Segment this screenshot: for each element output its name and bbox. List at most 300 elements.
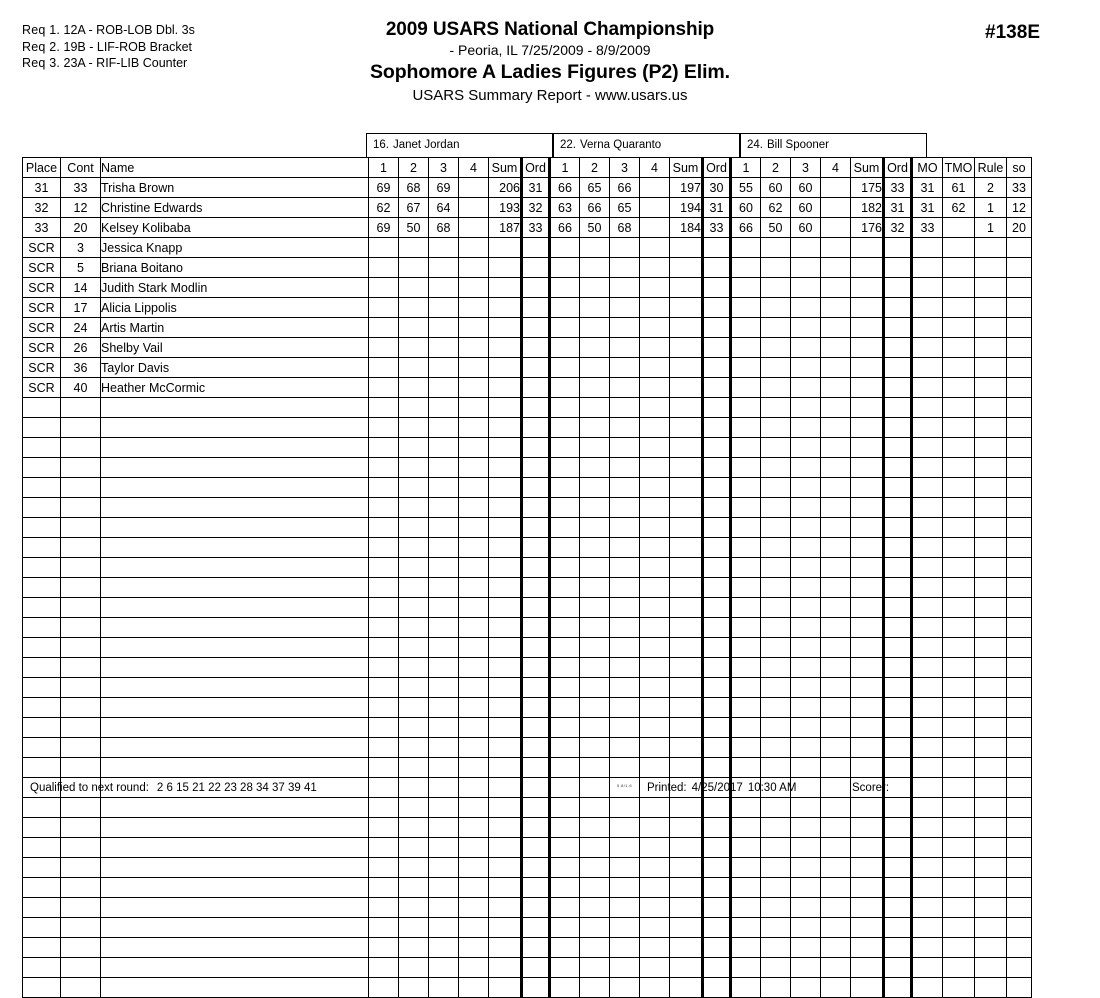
cell-empty xyxy=(761,938,791,958)
cell-empty xyxy=(610,838,640,858)
cell-empty xyxy=(459,418,489,438)
cell-empty xyxy=(459,938,489,958)
qualified-line xyxy=(30,782,317,794)
cell-empty xyxy=(459,798,489,818)
cell-empty xyxy=(1007,558,1032,578)
cell-empty xyxy=(489,698,522,718)
cell-empty xyxy=(731,398,761,418)
cell-empty xyxy=(399,458,429,478)
cell-empty xyxy=(459,438,489,458)
cell-empty xyxy=(61,718,101,738)
cell-empty xyxy=(369,538,399,558)
cell-j1-score-4 xyxy=(459,298,489,318)
cell-empty xyxy=(640,538,670,558)
cell-empty xyxy=(943,578,975,598)
cell-j2-sum xyxy=(670,258,703,278)
cell-j3-score-2: 50 xyxy=(761,218,791,238)
cell-j2-sum: 194 xyxy=(670,198,703,218)
cell-empty xyxy=(670,578,703,598)
cell-tmo xyxy=(943,218,975,238)
cell-empty xyxy=(943,438,975,458)
cell-empty xyxy=(550,438,580,458)
cell-empty xyxy=(522,498,550,518)
cell-empty xyxy=(912,858,943,878)
cell-empty xyxy=(791,758,821,778)
cell-empty xyxy=(550,418,580,438)
cell-empty xyxy=(550,478,580,498)
cell-empty xyxy=(489,538,522,558)
cell-empty xyxy=(489,758,522,778)
cell-empty xyxy=(670,938,703,958)
cell-empty xyxy=(640,838,670,858)
cell-empty xyxy=(489,858,522,878)
cell-empty xyxy=(369,798,399,818)
cell-so xyxy=(1007,258,1032,278)
cell-j1-sum xyxy=(489,318,522,338)
cell-empty xyxy=(61,678,101,698)
requirement-value: 23A - RIF-LIB Counter xyxy=(63,56,188,70)
cell-empty xyxy=(489,818,522,838)
cell-empty xyxy=(399,698,429,718)
cell-empty xyxy=(943,698,975,718)
cell-empty xyxy=(731,838,761,858)
cell-j2-ord xyxy=(703,258,731,278)
cell-cont: 26 xyxy=(61,338,101,358)
cell-empty xyxy=(703,518,731,538)
cell-empty xyxy=(101,698,369,718)
cell-j1-ord xyxy=(522,378,550,398)
cell-empty xyxy=(522,918,550,938)
cell-j3-sum xyxy=(851,358,884,378)
cell-rule xyxy=(975,338,1007,358)
cell-empty xyxy=(912,838,943,858)
table-row-empty xyxy=(23,418,1032,438)
cell-empty xyxy=(610,418,640,438)
cell-empty xyxy=(975,638,1007,658)
cell-empty xyxy=(429,958,459,978)
cell-empty xyxy=(640,618,670,638)
column-header-j2-score-2: 2 xyxy=(580,158,610,178)
cell-empty xyxy=(884,658,912,678)
cell-j3-score-2 xyxy=(761,318,791,338)
cell-empty xyxy=(23,518,61,538)
cell-empty xyxy=(851,438,884,458)
cell-j1-score-1 xyxy=(369,338,399,358)
cell-j3-sum xyxy=(851,258,884,278)
cell-empty xyxy=(101,678,369,698)
cell-place: SCR xyxy=(23,258,61,278)
cell-j3-score-3 xyxy=(791,358,821,378)
cell-empty xyxy=(399,638,429,658)
cell-empty xyxy=(580,418,610,438)
cell-empty xyxy=(522,738,550,758)
cell-j2-score-4 xyxy=(640,358,670,378)
cell-empty xyxy=(851,718,884,738)
cell-empty xyxy=(884,718,912,738)
cell-empty xyxy=(522,438,550,458)
cell-cont: 3 xyxy=(61,238,101,258)
cell-empty xyxy=(731,898,761,918)
cell-j1-score-1 xyxy=(369,258,399,278)
cell-empty xyxy=(522,818,550,838)
cell-empty xyxy=(522,838,550,858)
table-row-empty xyxy=(23,478,1032,498)
cell-j3-score-1 xyxy=(731,238,761,258)
cell-empty xyxy=(399,838,429,858)
cell-empty xyxy=(640,598,670,618)
cell-empty xyxy=(369,898,399,918)
cell-empty xyxy=(703,978,731,998)
cell-empty xyxy=(975,438,1007,458)
cell-name: Briana Boitano xyxy=(101,258,369,278)
cell-empty xyxy=(884,878,912,898)
cell-mo xyxy=(912,298,943,318)
cell-j2-score-1 xyxy=(550,338,580,358)
cell-j1-score-2 xyxy=(399,338,429,358)
column-header-j2-score-3: 3 xyxy=(610,158,640,178)
cell-j2-score-3: 65 xyxy=(610,198,640,218)
table-row-empty xyxy=(23,878,1032,898)
column-header-j3-score-1: 1 xyxy=(731,158,761,178)
cell-empty xyxy=(791,678,821,698)
cell-cont: 40 xyxy=(61,378,101,398)
cell-empty xyxy=(580,558,610,578)
cell-empty xyxy=(731,858,761,878)
cell-empty xyxy=(791,518,821,538)
cell-empty xyxy=(761,558,791,578)
cell-tmo xyxy=(943,378,975,398)
cell-empty xyxy=(640,798,670,818)
cell-mo xyxy=(912,338,943,358)
cell-tmo xyxy=(943,278,975,298)
cell-empty xyxy=(580,818,610,838)
cell-j3-score-2 xyxy=(761,258,791,278)
cell-name: Judith Stark Modlin xyxy=(101,278,369,298)
cell-empty xyxy=(23,838,61,858)
cell-j2-score-1 xyxy=(550,318,580,338)
cell-empty xyxy=(943,898,975,918)
requirement-label: Req 1. xyxy=(22,23,61,37)
cell-empty xyxy=(943,478,975,498)
cell-empty xyxy=(791,878,821,898)
cell-empty xyxy=(429,798,459,818)
cell-empty xyxy=(821,698,851,718)
cell-empty xyxy=(61,518,101,538)
column-header-j3-score-3: 3 xyxy=(791,158,821,178)
cell-j1-sum: 187 xyxy=(489,218,522,238)
cell-j2-ord: 33 xyxy=(703,218,731,238)
cell-j3-ord: 32 xyxy=(884,218,912,238)
cell-empty xyxy=(459,858,489,878)
cell-place: SCR xyxy=(23,298,61,318)
cell-empty xyxy=(101,538,369,558)
cell-empty xyxy=(821,538,851,558)
cell-empty xyxy=(459,698,489,718)
cell-j2-ord xyxy=(703,298,731,318)
cell-j1-sum: 206 xyxy=(489,178,522,198)
table-row-empty xyxy=(23,458,1032,478)
cell-empty xyxy=(369,438,399,458)
table-row-empty xyxy=(23,618,1032,638)
cell-j1-sum xyxy=(489,358,522,378)
cell-j1-score-4 xyxy=(459,358,489,378)
cell-name: Christine Edwards xyxy=(101,198,369,218)
cell-empty xyxy=(429,758,459,778)
cell-empty xyxy=(489,398,522,418)
cell-empty xyxy=(610,558,640,578)
cell-empty xyxy=(670,958,703,978)
cell-empty xyxy=(399,858,429,878)
cell-rule xyxy=(975,298,1007,318)
cell-empty xyxy=(912,798,943,818)
cell-j3-score-1: 60 xyxy=(731,198,761,218)
cell-empty xyxy=(884,938,912,958)
cell-empty xyxy=(851,638,884,658)
cell-empty xyxy=(550,918,580,938)
cell-empty xyxy=(101,598,369,618)
cell-empty xyxy=(884,518,912,538)
cell-j1-sum xyxy=(489,338,522,358)
table-row-empty xyxy=(23,978,1032,998)
cell-empty xyxy=(522,638,550,658)
cell-j2-score-2 xyxy=(580,298,610,318)
cell-empty xyxy=(610,398,640,418)
cell-mo: 31 xyxy=(912,178,943,198)
cell-empty xyxy=(670,478,703,498)
cell-j2-score-1 xyxy=(550,238,580,258)
cell-empty xyxy=(943,678,975,698)
cell-empty xyxy=(1007,858,1032,878)
cell-cont: 12 xyxy=(61,198,101,218)
cell-empty xyxy=(1007,918,1032,938)
cell-empty xyxy=(489,498,522,518)
cell-empty xyxy=(851,538,884,558)
cell-empty xyxy=(851,878,884,898)
cell-j2-ord xyxy=(703,278,731,298)
cell-empty xyxy=(61,578,101,598)
cell-rule: 1 xyxy=(975,218,1007,238)
cell-empty xyxy=(23,598,61,618)
cell-empty xyxy=(670,498,703,518)
cell-place: SCR xyxy=(23,278,61,298)
cell-empty xyxy=(369,878,399,898)
cell-j3-sum: 176 xyxy=(851,218,884,238)
table-row xyxy=(23,298,1032,318)
cell-empty xyxy=(821,838,851,858)
cell-empty xyxy=(761,718,791,738)
cell-empty xyxy=(912,818,943,838)
cell-empty xyxy=(610,978,640,998)
cell-empty xyxy=(703,898,731,918)
cell-empty xyxy=(884,618,912,638)
cell-j3-score-2 xyxy=(761,378,791,398)
cell-empty xyxy=(791,398,821,418)
cell-so xyxy=(1007,378,1032,398)
cell-empty xyxy=(522,858,550,878)
column-header-j3-score-4: 4 xyxy=(821,158,851,178)
cell-j2-score-2 xyxy=(580,278,610,298)
cell-empty xyxy=(761,618,791,638)
cell-empty xyxy=(580,838,610,858)
cell-empty xyxy=(640,518,670,538)
cell-empty xyxy=(101,798,369,818)
table-row xyxy=(23,258,1032,278)
cell-empty xyxy=(429,618,459,638)
table-row xyxy=(23,278,1032,298)
cell-j2-score-4 xyxy=(640,218,670,238)
cell-j3-sum xyxy=(851,338,884,358)
cell-empty xyxy=(61,598,101,618)
cell-empty xyxy=(1007,518,1032,538)
cell-empty xyxy=(851,758,884,778)
cell-empty xyxy=(791,698,821,718)
cell-j3-score-3 xyxy=(791,318,821,338)
table-row xyxy=(23,238,1032,258)
column-header-j3-score-2: 2 xyxy=(761,158,791,178)
cell-empty xyxy=(731,658,761,678)
cell-empty xyxy=(731,798,761,818)
cell-empty xyxy=(429,978,459,998)
cell-empty xyxy=(459,898,489,918)
table-row-empty xyxy=(23,598,1032,618)
cell-mo xyxy=(912,358,943,378)
cell-empty xyxy=(851,838,884,858)
cell-empty xyxy=(429,878,459,898)
cell-empty xyxy=(522,878,550,898)
cell-empty xyxy=(912,658,943,678)
cell-empty xyxy=(912,498,943,518)
cell-empty xyxy=(23,638,61,658)
cell-empty xyxy=(101,898,369,918)
cell-empty xyxy=(731,578,761,598)
cell-empty xyxy=(703,478,731,498)
cell-empty xyxy=(489,418,522,438)
cell-j2-score-4 xyxy=(640,178,670,198)
cell-empty xyxy=(670,598,703,618)
cell-empty xyxy=(851,958,884,978)
cell-empty xyxy=(912,598,943,618)
cell-empty xyxy=(943,558,975,578)
cell-empty xyxy=(101,958,369,978)
column-header-j2-ord: Ord xyxy=(703,158,731,178)
cell-empty xyxy=(670,438,703,458)
cell-empty xyxy=(943,518,975,538)
cell-empty xyxy=(522,978,550,998)
cell-empty xyxy=(550,738,580,758)
cell-empty xyxy=(912,718,943,738)
cell-empty xyxy=(61,938,101,958)
cell-empty xyxy=(61,638,101,658)
cell-cont: 14 xyxy=(61,278,101,298)
cell-empty xyxy=(489,838,522,858)
table-row-empty xyxy=(23,398,1032,418)
cell-empty xyxy=(761,518,791,538)
cell-j1-score-4 xyxy=(459,238,489,258)
cell-empty xyxy=(670,558,703,578)
cell-j1-score-1 xyxy=(369,298,399,318)
cell-empty xyxy=(23,958,61,978)
cell-j2-ord xyxy=(703,378,731,398)
cell-so xyxy=(1007,298,1032,318)
event-title: Sophomore A Ladies Figures (P2) Elim. xyxy=(369,61,730,83)
cell-empty xyxy=(489,578,522,598)
cell-empty xyxy=(459,738,489,758)
cell-empty xyxy=(731,438,761,458)
cell-empty xyxy=(670,638,703,658)
cell-empty xyxy=(1007,718,1032,738)
cell-empty xyxy=(703,658,731,678)
cell-empty xyxy=(369,418,399,438)
cell-empty xyxy=(943,818,975,838)
cell-empty xyxy=(791,478,821,498)
cell-empty xyxy=(1007,738,1032,758)
cell-empty xyxy=(580,678,610,698)
cell-empty xyxy=(670,418,703,438)
table-row-empty xyxy=(23,858,1032,878)
cell-j3-ord xyxy=(884,258,912,278)
cell-empty xyxy=(61,738,101,758)
cell-empty xyxy=(851,558,884,578)
cell-j3-score-4 xyxy=(821,198,851,218)
cell-j1-ord xyxy=(522,278,550,298)
cell-empty xyxy=(703,498,731,518)
column-header-rule: Rule xyxy=(975,158,1007,178)
cell-j1-score-4 xyxy=(459,198,489,218)
cell-empty xyxy=(851,738,884,758)
cell-empty xyxy=(399,958,429,978)
cell-empty xyxy=(610,918,640,938)
table-row-empty xyxy=(23,738,1032,758)
cell-j1-ord xyxy=(522,298,550,318)
cell-j3-sum xyxy=(851,238,884,258)
cell-empty xyxy=(23,618,61,638)
cell-j2-score-3 xyxy=(610,358,640,378)
cell-empty xyxy=(731,458,761,478)
cell-empty xyxy=(731,478,761,498)
cell-empty xyxy=(550,458,580,478)
cell-empty xyxy=(101,618,369,638)
cell-empty xyxy=(703,758,731,778)
cell-j3-score-1 xyxy=(731,258,761,278)
table-row-empty xyxy=(23,638,1032,658)
cell-j3-score-4 xyxy=(821,338,851,358)
requirement-label: Req 3. xyxy=(22,56,61,70)
cell-empty xyxy=(61,758,101,778)
cell-j2-score-2 xyxy=(580,258,610,278)
cell-j3-score-3 xyxy=(791,238,821,258)
cell-j2-score-4 xyxy=(640,378,670,398)
cell-empty xyxy=(703,418,731,438)
cell-empty xyxy=(399,878,429,898)
judge-name: Bill Spooner xyxy=(767,139,830,151)
cell-empty xyxy=(731,958,761,978)
qualified-label: Qualified to next round: xyxy=(30,782,149,794)
results-table xyxy=(22,157,1032,998)
cell-empty xyxy=(761,418,791,438)
cell-empty xyxy=(550,678,580,698)
cell-empty xyxy=(580,978,610,998)
cell-empty xyxy=(640,858,670,878)
cell-empty xyxy=(821,398,851,418)
cell-empty xyxy=(459,518,489,538)
cell-empty xyxy=(975,958,1007,978)
table-header xyxy=(23,158,1032,178)
cell-empty xyxy=(975,418,1007,438)
cell-j2-score-2 xyxy=(580,238,610,258)
cell-empty xyxy=(429,518,459,538)
cell-j1-score-3: 69 xyxy=(429,178,459,198)
cell-empty xyxy=(703,558,731,578)
